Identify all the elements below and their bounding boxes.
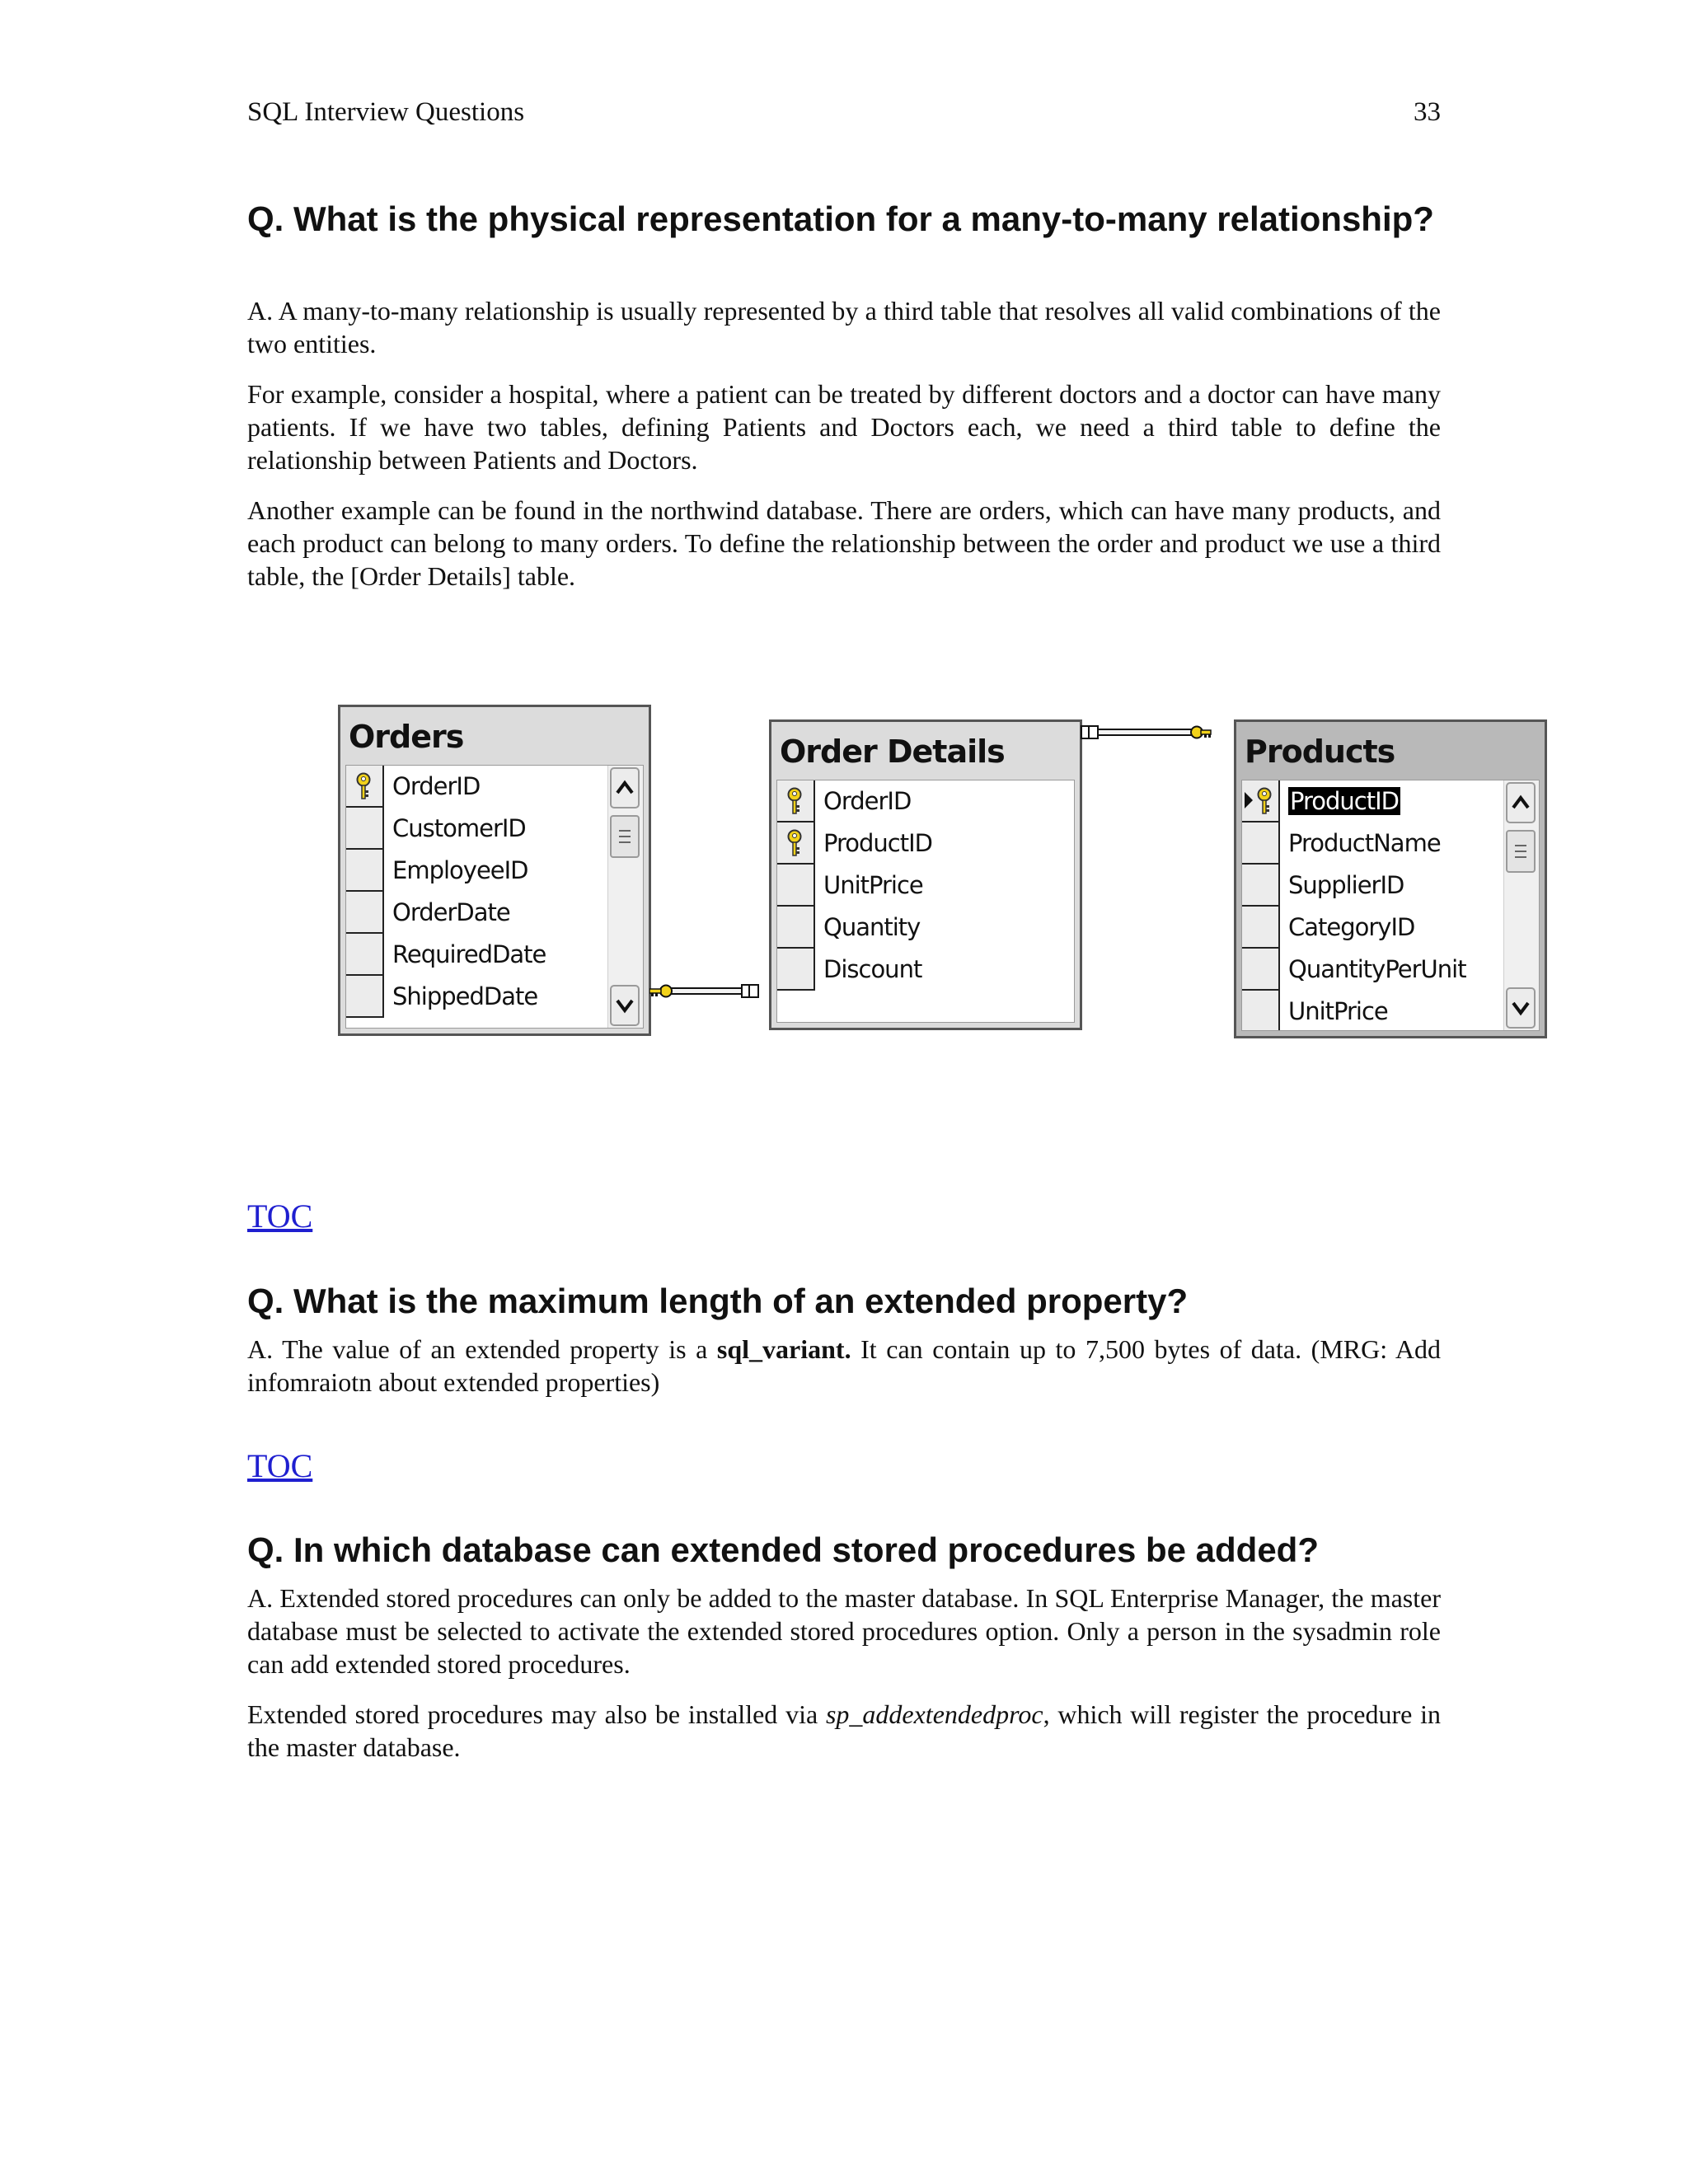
q3-answer-text-cont: , which will register the procedure in the master database. [247, 1699, 1442, 1762]
scroll-thumb[interactable] [1506, 830, 1536, 873]
column-row[interactable] [346, 766, 643, 808]
q2-answer-text-cont: It can contain up to 7,500 bytes of data. (MRG: Add infomraiotn about extended properties) [247, 1334, 1442, 1397]
chevron-up-icon [1512, 793, 1530, 813]
column-name: UnitPrice [1288, 997, 1388, 1025]
database-diagram [338, 705, 1550, 1043]
column-row[interactable] [777, 865, 1074, 907]
chevron-down-icon [616, 996, 634, 1015]
column-row[interactable] [1242, 865, 1539, 907]
column-name: ShippedDate [392, 982, 538, 1010]
table-title: Order Details [780, 733, 1005, 770]
column-name: Quantity [823, 913, 921, 941]
column-list [345, 765, 644, 1029]
column-name: CategoryID [1288, 913, 1415, 941]
row-selector[interactable] [777, 865, 815, 907]
column-row[interactable] [1242, 780, 1539, 823]
column-name: EmployeeID [392, 856, 528, 884]
relationship-line-orders-order-details[interactable] [649, 977, 762, 1006]
row-selector[interactable] [1242, 907, 1280, 949]
column-row[interactable] [1242, 907, 1539, 949]
column-name: OrderID [392, 772, 481, 800]
q1-answer-paragraph-3: Another example can be found in the northwind database. There are orders, which can have many products, and each product can belong to many orders. To define the relationship between the order and product we use a third table, the [Order Details] table. [247, 495, 1441, 591]
column-name: ProductName [1288, 829, 1441, 857]
scroll-down-button[interactable] [610, 985, 640, 1026]
page-number: 33 [1414, 97, 1441, 127]
column-name: CustomerID [392, 814, 526, 842]
row-selector[interactable] [346, 766, 384, 808]
column-name: QuantityPerUnit [1288, 955, 1466, 983]
column-name: OrderID [823, 787, 912, 815]
table-title: Orders [349, 719, 464, 755]
primary-key-icon [354, 772, 373, 800]
scroll-down-button[interactable] [1506, 987, 1536, 1029]
question-3-heading: Q. In which database can extended stored procedures be added? [247, 1530, 1319, 1569]
row-selector[interactable] [1242, 991, 1280, 1031]
scroll-up-button[interactable] [1506, 782, 1536, 823]
page-header [247, 97, 1441, 137]
column-row[interactable] [346, 808, 643, 850]
vertical-scrollbar[interactable] [607, 766, 643, 1028]
row-selector[interactable] [1242, 780, 1280, 823]
current-row-arrow-icon [1244, 791, 1254, 809]
chevron-up-icon [616, 778, 634, 798]
toc-link[interactable]: TOC [247, 1197, 313, 1235]
q2-answer-datatype: sql_variant. [716, 1334, 851, 1364]
row-selector[interactable] [1242, 949, 1280, 991]
column-row[interactable] [1242, 991, 1539, 1031]
q2-answer-text: A. The value of an extended property is a [247, 1334, 717, 1364]
q3-answer-text: Extended stored procedures may also be installed via [247, 1699, 826, 1729]
column-row[interactable] [1242, 949, 1539, 991]
row-selector[interactable] [777, 823, 815, 865]
column-row[interactable] [346, 892, 643, 934]
scroll-thumb[interactable] [610, 815, 640, 858]
column-row[interactable] [777, 907, 1074, 949]
column-row[interactable] [346, 976, 643, 1018]
q2-answer-paragraph [247, 1333, 1441, 1399]
row-selector[interactable] [346, 808, 384, 850]
column-list [776, 780, 1075, 1023]
q3-answer-procedure: sp_addextendedproc [825, 1699, 1043, 1729]
question-2-heading: Q. What is the maximum length of an extended property? [247, 1282, 1189, 1320]
column-name: Discount [823, 955, 922, 983]
column-name: RequiredDate [392, 940, 546, 968]
column-name: ProductID [823, 829, 932, 857]
question-1-heading: Q. What is the physical representation for a many-to-many relationship? [247, 199, 1434, 238]
column-name: UnitPrice [823, 871, 923, 899]
column-list [1241, 780, 1540, 1031]
primary-key-icon [785, 829, 804, 857]
vertical-scrollbar[interactable] [1503, 780, 1539, 1030]
table-orders[interactable] [338, 705, 651, 1036]
row-selector[interactable] [346, 892, 384, 934]
column-row[interactable] [346, 934, 643, 976]
column-row[interactable] [777, 780, 1074, 823]
table-products[interactable] [1234, 719, 1547, 1038]
document-title: SQL Interview Questions [247, 97, 525, 127]
row-selector[interactable] [777, 907, 815, 949]
row-selector[interactable] [346, 850, 384, 892]
row-selector[interactable] [1242, 865, 1280, 907]
row-selector[interactable] [346, 976, 384, 1018]
primary-key-icon [785, 787, 804, 815]
row-selector[interactable] [346, 934, 384, 976]
toc-link[interactable]: TOC [247, 1447, 313, 1484]
column-name: SupplierID [1288, 871, 1404, 899]
column-row[interactable] [777, 949, 1074, 991]
chevron-down-icon [1512, 998, 1530, 1018]
q1-answer-paragraph-1: A. A many-to-many relationship is usually represented by a third table that resolves all valid combinations of the two entities. [247, 296, 1441, 359]
column-name: OrderDate [392, 898, 510, 926]
table-order-details[interactable] [769, 719, 1082, 1030]
q3-answer-paragraph-2 [247, 1698, 1441, 1764]
column-name-selected: ProductID [1290, 787, 1399, 815]
column-row[interactable] [777, 823, 1074, 865]
column-row[interactable] [346, 850, 643, 892]
column-row[interactable] [1242, 823, 1539, 865]
primary-key-icon [1255, 787, 1273, 815]
row-selector[interactable] [777, 780, 815, 823]
q3-answer-paragraph-1: A. Extended stored procedures can only be added to the master database. In SQL Enterprise Manager, the master database must be selected to activate the extended stored procedures option. Only a person in the sysadmin role can add extended stored procedures. [247, 1583, 1441, 1679]
q1-answer-paragraph-2: For example, consider a hospital, where a patient can be treated by different doctors and a doctor can have many patients. If we have two tables, defining Patients and Doctors each, we need a third table to define the relationship between Patients and Doctors. [247, 379, 1441, 475]
relationship-line-order-details-products[interactable] [1080, 718, 1212, 748]
scroll-up-button[interactable] [610, 767, 640, 808]
row-selector[interactable] [1242, 823, 1280, 865]
table-title: Products [1245, 733, 1395, 770]
row-selector[interactable] [777, 949, 815, 991]
